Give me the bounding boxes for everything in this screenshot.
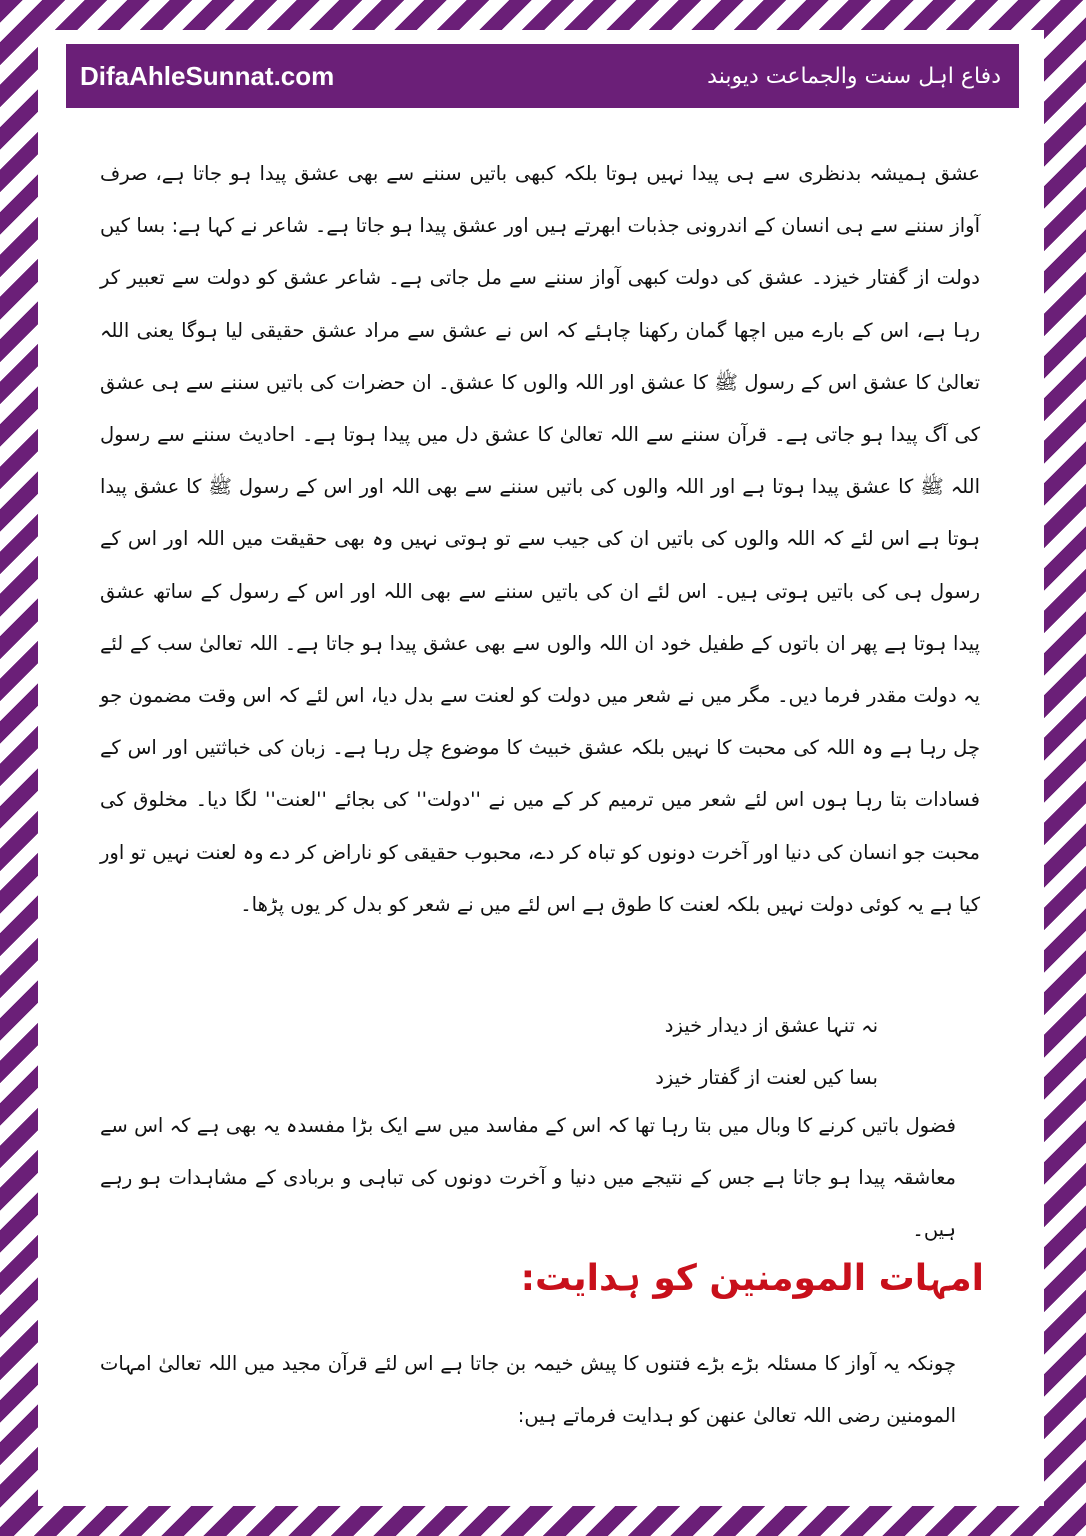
page-sheet <box>38 30 1044 1506</box>
poem-line-1: نہ تنہا عشق از دیدار خیزد <box>664 1014 878 1037</box>
paragraph-3: چونکہ یہ آواز کا مسئلہ بڑے بڑے فتنوں کا پیش خیمہ بن جاتا ہے اس لئے قرآن مجید میں اللہ تعالیٰ امہات المومنین رضی اللہ تعالیٰ عنھن کو ہدایت فرماتے ہیں: <box>100 1352 956 1427</box>
page-header <box>66 44 1019 108</box>
poem <box>458 1000 878 1104</box>
paragraph-2: فضول باتیں کرنے کا وبال میں بتا رہا تھا کہ اس کے مفاسد میں سے ایک بڑا مفسدہ یہ بھی ہے کہ اس سے معاشقہ پیدا ہو جاتا ہے جس کے نتیجے میں دنیا و آخرت دونوں کی تباہی و بربادی کے مشاہدات ہو رہے ہیں۔ <box>100 1114 956 1241</box>
paragraph-1: عشق ہمیشہ بدنظری سے ہی پیدا نہیں ہوتا بلکہ کبھی باتیں سننے سے بھی عشق پیدا ہو جاتا ہے، صرف آواز سننے سے ہی انسان کے اندرونی جذبات ابھرتے ہیں اور عشق پیدا ہو جاتا ہے۔ شاعر نے کہا ہے: بسا کیں دولت از گفتار خیزد۔ عشق کی دولت کبھی آواز سننے سے مل جاتی ہے۔ شاعر عشق کو دولت سے تعبیر کر رہا ہے، اس کے بارے میں اچھا گمان رکھنا چاہئے کہ اس نے عشق سے مراد عشق حقیقی لیا ہوگا یعنی اللہ تعالیٰ کا عشق اس کے رسول ﷺ کا عشق اور اللہ والوں کا عشق۔ ان حضرات کی باتیں سننے سے ہی عشق کی آگ پیدا ہو جاتی ہے۔ قرآن سننے سے اللہ تعالیٰ کا عشق دل میں پیدا ہوتا ہے۔ احادیث سننے سے رسول اللہ ﷺ کا عشق پیدا ہوتا ہے اور اللہ والوں کی باتیں سننے سے بھی اللہ اور اس کے رسول ﷺ کا عشق پیدا ہوتا ہے اس لئے کہ اللہ والوں کی باتیں ان کی جیب سے تو ہوتی نہیں وہ بھی حقیقت میں اللہ اور اس کے رسول ہی کی باتیں ہوتی ہیں۔ اس لئے ان کی باتیں سننے سے بھی اللہ اور اس کے رسول کے ساتھ عشق پیدا ہوتا ہے پھر ان باتوں کے طفیل خود ان اللہ والوں سے بھی عشق پیدا ہو جاتا ہے۔ اللہ تعالیٰ سب کے لئے یہ دولت مقدر فرما دیں۔ مگر میں نے شعر میں دولت کو لعنت سے بدل دیا، اس لئے کہ اس وقت مضمون جو چل رہا ہے وہ اللہ کی محبت کا نہیں بلکہ عشق خبیث کا موضوع چل رہا ہے۔ زبان کی خباثتیں اور اس کے فسادات بتا رہا ہوں اس لئے شعر میں ترمیم کر کے میں نے ''دولت'' کی بجائے ''لعنت'' لگا دیا۔ مخلوق کی محبت جو انسان کی دنیا اور آخرت دونوں کو تباہ کر دے، محبوب حقیقی کو ناراض کر دے وہ لعنت نہیں تو اور کیا ہے یہ کوئی دولت نہیں بلکہ لعنت کا طوق ہے اس لئے میں نے شعر کو بدل کر یوں پڑھا۔ <box>100 162 980 916</box>
poem-line-2: بسا کیں لعنت از گفتار خیزد <box>655 1066 878 1089</box>
site-title: دفاع اہل سنت والجماعت دیوبند <box>707 63 1001 89</box>
site-url[interactable]: DifaAhleSunnat.com <box>80 60 335 91</box>
section-heading: امہات المومنین کو ہدایت: <box>520 1258 984 1299</box>
